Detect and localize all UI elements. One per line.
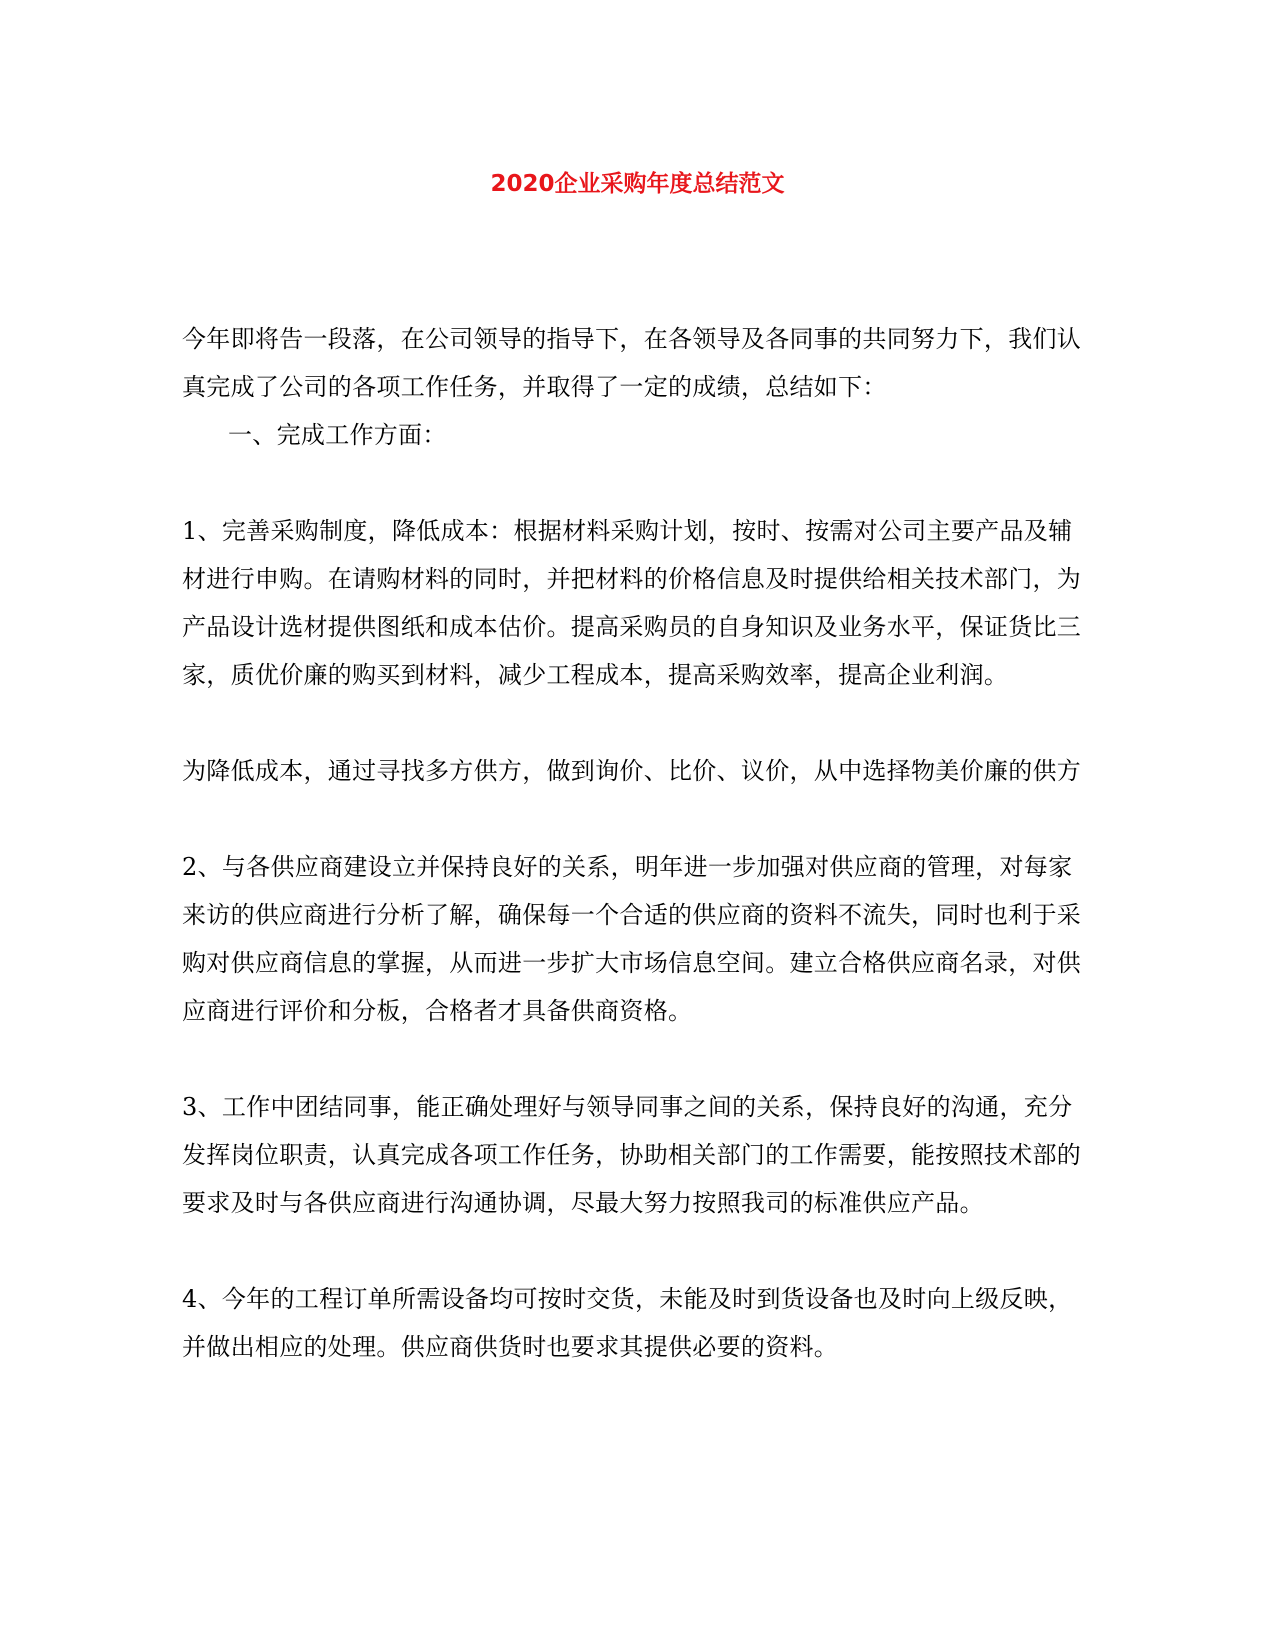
document-title: 2020企业采购年度总结范文 bbox=[490, 171, 785, 197]
paragraph-spacer bbox=[182, 459, 1087, 507]
paragraph-spacer bbox=[182, 1227, 1087, 1275]
paragraph-spacer bbox=[182, 1035, 1087, 1083]
item-3-paragraph: 3、工作中团结同事，能正确处理好与领导同事之间的关系，保持良好的沟通，充分发挥岗位职责，认真完成各项工作任务，协助相关部门的工作需要，能按照技术部的要求及时与各供应商进行沟通协调，尽最大努力按照我司的标准供应产品。 bbox=[182, 1093, 1082, 1217]
item-4-paragraph: 4、今年的工程订单所需设备均可按时交货，未能及时到货设备也及时向上级反映，并做出相应的处理。供应商供货时也要求其提供必要的资料。 bbox=[182, 1285, 1073, 1361]
document-body bbox=[182, 315, 1087, 1371]
paragraph-spacer bbox=[182, 795, 1087, 843]
cost-reduction-paragraph: 为降低成本，通过寻找多方供方，做到询价、比价、议价，从中选择物美价廉的供方 bbox=[182, 757, 1082, 785]
paragraph-spacer bbox=[182, 699, 1087, 747]
item-2-paragraph: 2、与各供应商建设立并保持良好的关系，明年进一步加强对供应商的管理，对每家来访的供应商进行分析了解，确保每一个合适的供应商的资料不流失，同时也利于采购对供应商信息的掌握，从而进一步扩大市场信息空间。建立合格供应商名录，对供应商进行评价和分板，合格者才具备供商资格。 bbox=[182, 853, 1082, 1025]
intro-paragraph: 今年即将告一段落，在公司领导的指导下，在各领导及各同事的共同努力下，我们认真完成了公司的各项工作任务，并取得了一定的成绩，总结如下： bbox=[182, 325, 1082, 401]
item-1-paragraph: 1、完善采购制度，降低成本：根据材料采购计划，按时、按需对公司主要产品及辅材进行申购。在请购材料的同时，并把材料的价格信息及时提供给相关技术部门，为产品设计选材提供图纸和成本估价。提高采购员的自身知识及业务水平，保证货比三家，质优价廉的购买到材料，减少工程成本，提高采购效率，提高企业利润。 bbox=[182, 517, 1082, 689]
section-heading: 一、完成工作方面： bbox=[228, 421, 447, 449]
